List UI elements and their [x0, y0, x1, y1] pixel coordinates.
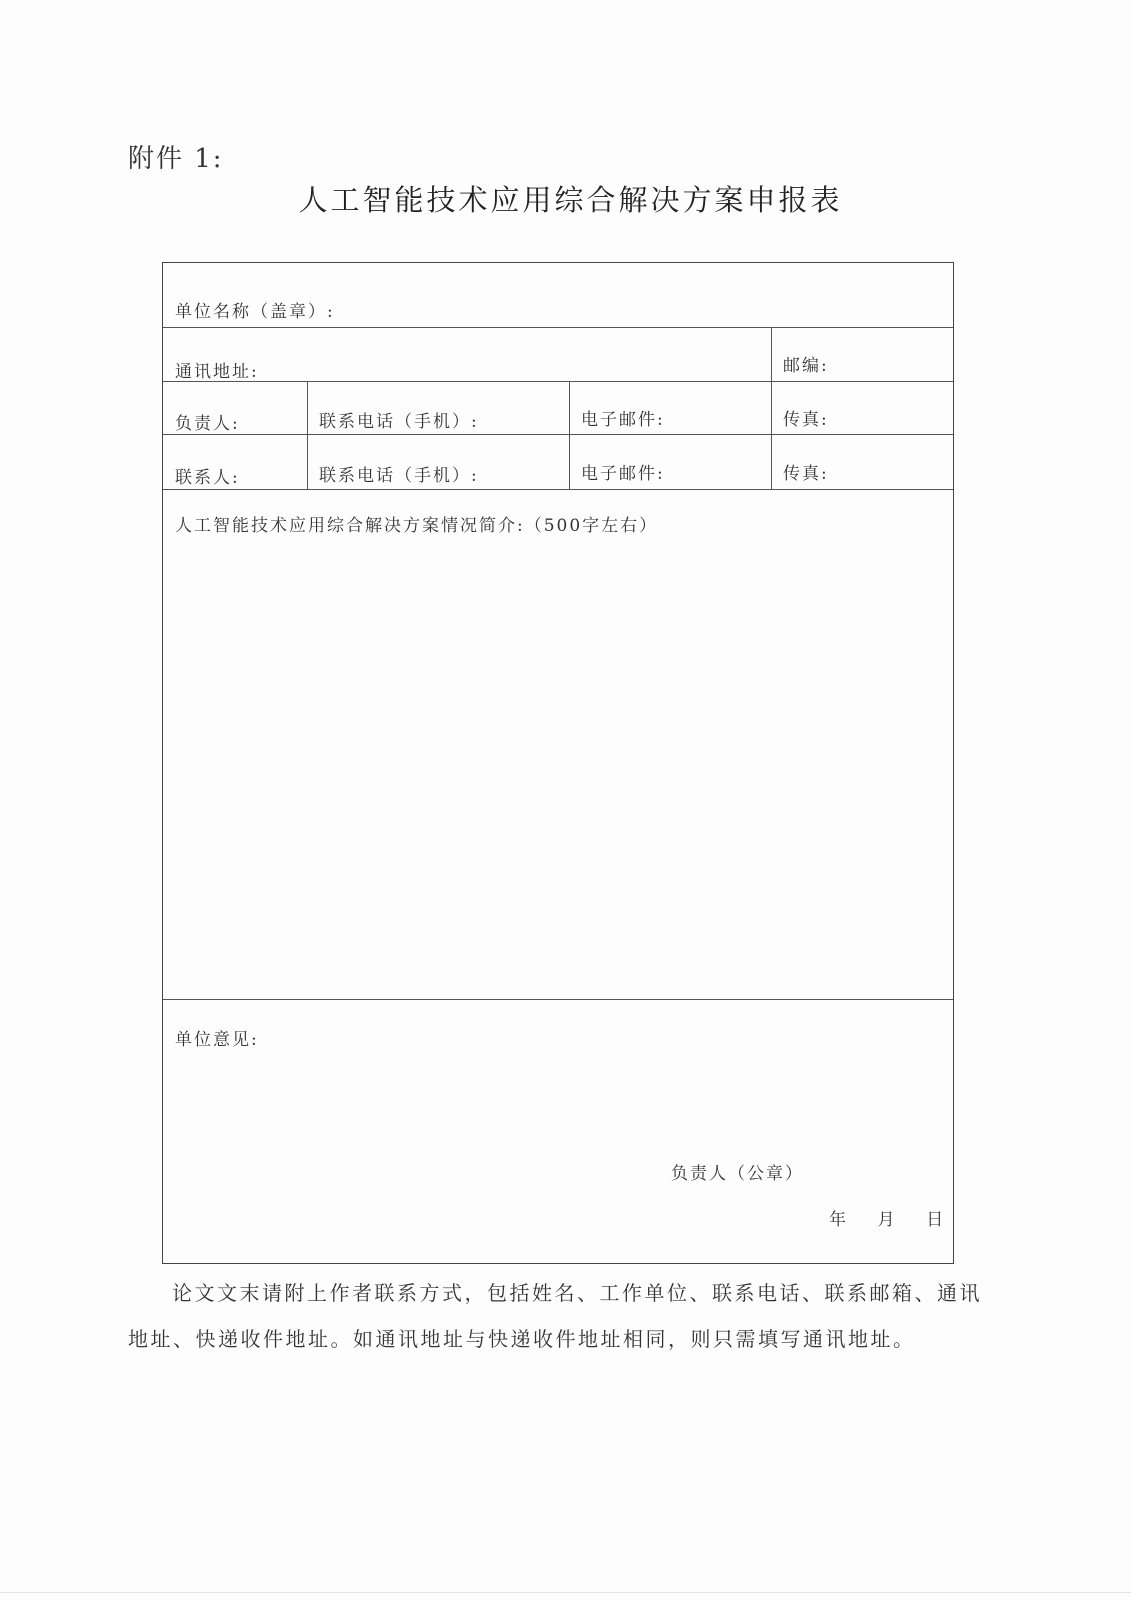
note-line-1-text: 论文文末请附上作者联系方式，包括姓名、工作单位、联系电话、联系邮箱、通讯 — [172, 1281, 982, 1305]
form-title: 人工智能技术应用综合解决方案申报表 — [298, 183, 843, 217]
application-form-table — [162, 262, 954, 1264]
date-label: 年 月 日 — [829, 1210, 946, 1230]
note-line-1 — [128, 1270, 984, 1316]
column-divider — [569, 381, 570, 489]
responsible-email-label: 电子邮件: — [581, 410, 665, 430]
row-divider — [163, 434, 953, 435]
responsible-person-label: 负责人: — [175, 414, 240, 434]
responsible-phone-label: 联系电话（手机）: — [319, 412, 479, 432]
row-divider — [163, 381, 953, 382]
column-divider — [307, 381, 308, 489]
postcode-field-label: 邮编: — [783, 356, 829, 376]
unit-name-field-label: 单位名称（盖章）: — [175, 302, 335, 322]
signature-label: 负责人（公章） — [671, 1164, 804, 1184]
column-divider — [771, 327, 772, 489]
row-divider — [163, 327, 953, 328]
contact-phone-label: 联系电话（手机）: — [319, 466, 479, 486]
contact-fax-label: 传真: — [783, 464, 829, 484]
contact-person-label: 联系人: — [175, 468, 240, 488]
attachment-label: 附件 1: — [128, 144, 224, 174]
note-line-2: 地址、快递收件地址。如通讯地址与快递收件地址相同，则只需填写通讯地址。 — [128, 1327, 916, 1351]
address-field-label: 通讯地址: — [175, 362, 259, 382]
row-divider — [163, 999, 953, 1000]
responsible-fax-label: 传真: — [783, 410, 829, 430]
solution-summary-label: 人工智能技术应用综合解决方案情况简介:（500字左右） — [175, 516, 659, 536]
contact-email-label: 电子邮件: — [581, 464, 665, 484]
unit-opinion-label: 单位意见: — [175, 1030, 259, 1050]
row-divider — [163, 489, 953, 490]
scan-bottom-edge — [0, 1592, 1131, 1593]
author-contact-note — [128, 1270, 984, 1362]
